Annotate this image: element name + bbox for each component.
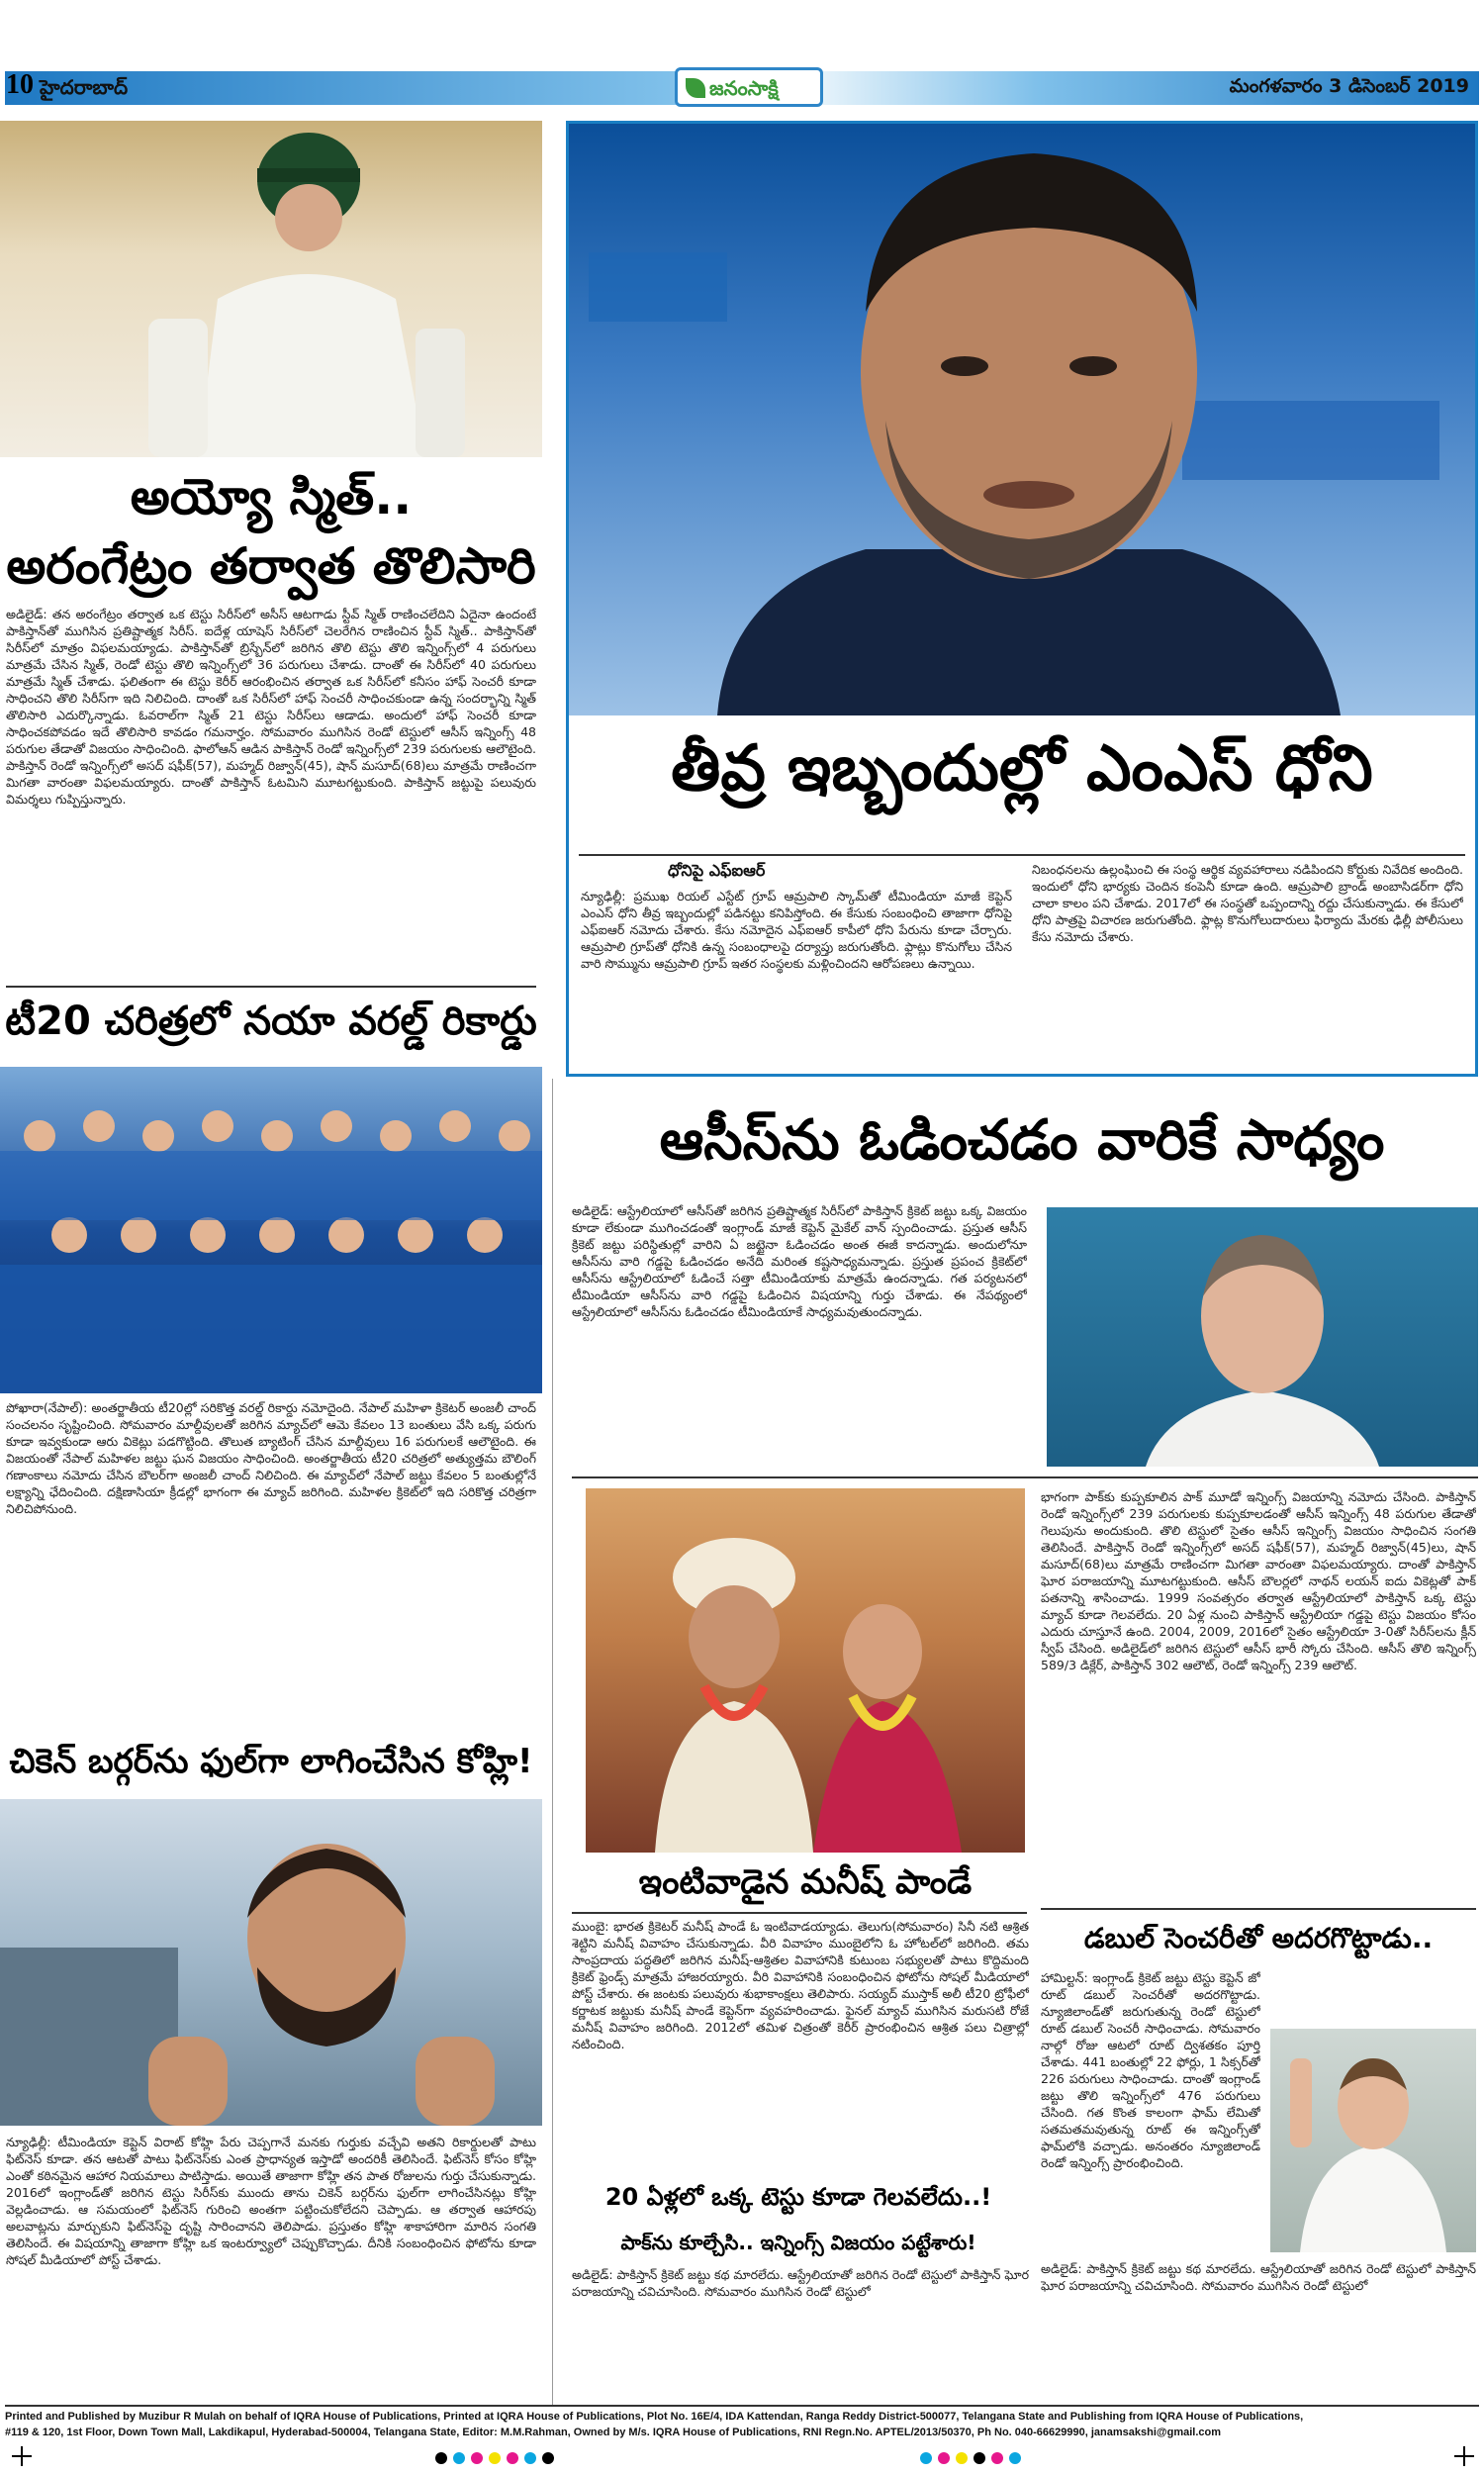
pak-side-body: భాగంగా పాక్‌కు కుప్పకూలిన పాక్ మూడో ఇన్నింగ్స్ విజయాన్ని నమోదు చేసింది. పాకిస్తాన్ రెండో ఇన్నింగ్స్‌లో 239 పరుగులకు కుప్పకూలడంతో ఆసీస్ ఇన్నింగ్స్ 48 పరుగుల తేడాతో గెలుపును అందుకుంది. తొలి టెస్టులో సైతం ఆసీస్ ఇన్నింగ్స్ విజయం సాధించిన సంగతి తెలిసిందే. పాకిస్తాన్ రెండో ఇన్నింగ్స్‌లో అసద్ షఫీక్(57), మహ్మద్ రిజ్వాన్(45)లు, షాన్ మసూద్(68)లు మాత్రమే రాణించగా మిగతా వారంతా విఫలమయ్యారు. దాంతో పాకిస్తాన్ ఘోర పరాజయాన్ని మూటగట్టుకుంది. ఆసీస్ బౌలర్లలో నాథన్ లయన్ ఐదు వికెట్లతో పాక్ పతనాన్ని శాసించాడు. 1999 సంవత్సరం తర్వాత ఆస్ట్రేలియాలో పాకిస్తాన్ ఒక్క టెస్టు మ్యాచ్ కూడా గెలవలేదు. 20 ఏళ్ల నుంచి పాకిస్తాన్ ఆస్ట్రేలియా గడ్డపై టెస్టు విజయం కోసం ఎదురు చూస్తూనే ఉంది. 2004, 2009, 2016లో సైతం ఆస్ట్రేలియా 3-0తో సిరీస్‌లను క్లీన్ స్వీప్ చేసింది. అడిలైడ్‌లో జరిగిన టెస్టులో ఆసీస్ భారీ స్కోరు చేసింది. ఆసీస్ తొలి ఇన్నింగ్స్ 589/3 డిక్లేర్, పాకిస్తాన్ 302 ఆలౌట్, రెండో ఇన్నింగ్స్ 239 ఆలౌట్.	[1041, 1489, 1476, 1672]
dhoni-photo	[569, 124, 1475, 715]
pak-subhead: పాక్‌ను కూల్చేసి.. ఇన్నింగ్స్ విజయం పట్టేశారు!	[620, 2231, 976, 2254]
root-body: హామిల్టన్: ఇంగ్లాండ్ క్రికెట్ జట్టు టెస్టు కెప్టెన్ జో రూట్ డబుల్ సెంచరీతో అదరగొట్టాడు. న్యూజిలాండ్‌తో జరుగుతున్న రెండో టెస్టులో రూట్ డబుల్ సెంచరీ సాధించాడు. సోమవారం నాల్గో రోజు ఆటలో రూట్ ద్విశతకం పూర్తి చేశాడు. 441 బంతుల్లో 22 ఫోర్లు, 1 సిక్సర్‌తో 226 పరుగులు సాధించాడు. దాంతో ఇంగ్లాండ్ జట్టు తొలి ఇన్నింగ్స్‌లో 476 పరుగులు చేసింది. గత కొంత కాలంగా ఫామ్ లేమితో సతమతమవుతున్న రూట్ ఈ ఇన్నింగ్స్‌తో ఫామ్‌లోకి వచ్చాడు. అనంతరం న్యూజిలాండ్ రెండో ఇన్నింగ్స్ ప్రారంభించింది.	[1041, 1970, 1260, 2170]
divider	[572, 1912, 1027, 1914]
vaughan-photo	[1047, 1207, 1478, 1467]
dhoni-body-left: న్యూఢిల్లీ: ప్రముఖ రియల్ ఎస్టేట్ గ్రూప్ ఆమ్రపాలి స్కామ్‌తో టీమిండియా మాజీ కెప్టెన్ ఎంఎస్ ధోని తీవ్ర ఇబ్బందుల్లో పడినట్టు కనిపిస్తోంది. ఈ కేసుకు సంబంధించి తాజాగా ధోనిపై ఎఫ్ఐఆర్ నమోదు చేశారు. కేసు నమోదైన ఎఫ్ఐఆర్ కాపీలో ధోని పేరును కూడా చేర్చారు. ఆమ్రపాలి గ్రూప్‌తో ధోనికి ఉన్న సంబంధాలపై దర్యాప్తు జరుగుతోంది. ఫ్లాట్లు కొనుగోలు చేసిన వారి సొమ్మును ఆమ్రపాలి గ్రూప్ ఇతర సంస్థలకు మళ్లించిందని ఆరోపణలు ఉన్నాయి.	[581, 889, 1012, 971]
root-headline: డబుల్ సెంచరీతో అదరగొట్టాడు..	[1083, 1922, 1434, 1954]
masthead	[0, 59, 1484, 111]
divider	[1041, 1908, 1476, 1910]
dhoni-body-right: నిబంధనలను ఉల్లంఘించి ఈ సంస్థ ఆర్థిక వ్యవహారాలు నడిపిందని కోర్టుకు నివేదిక అందింది. ఇందులో ధోని భార్యకు చెందిన కంపెనీ కూడా ఉంది. ఆమ్రపాలి బ్రాండ్ అంబాసిడర్‌గా ధోని చాలా కాలం పని చేశాడు. 2017లో ఈ సంస్థతో ఒప్పందాన్ని రద్దు చేసుకున్నాడు. ఈ కేసులో ధోని పాత్రపై విచారణ జరుగుతోంది. ఫ్లాట్ల కొనుగోలుదారులు ఫిర్యాదు మేరకు ఢిల్లీ పోలీసులు కేసు నమోదు చేశారు.	[1032, 862, 1463, 944]
city-name: హైదరాబాద్	[40, 75, 129, 99]
paper-name: జనంసాక్షి	[709, 76, 779, 100]
cricketer-illustration	[0, 121, 542, 457]
paper-logo	[675, 67, 823, 107]
imprint-line-1: Printed and Published by Muzibur R Mulah on behalf of IQRA House of Publications, Printed at IQRA House of Publications, Plot No. 16E/4, IDA Kattendan, Ranga Reddy District-500077, Telangana State and Publishing from IQRA House of Publications,	[5, 2411, 1304, 2423]
dhoni-headline: తీవ్ర ఇబ్బందుల్లో ఎంఎస్ ధోని	[671, 732, 1373, 806]
kohli-photo	[0, 1799, 542, 2126]
team-illustration	[0, 1067, 542, 1393]
crosshair-icon	[12, 2446, 32, 2466]
divider	[572, 1476, 1478, 1478]
dhoni-box	[566, 121, 1478, 1077]
kohli-headline: చికెన్ బర్గర్‌ను ఫుల్‌గా లాగించేసిన కోహ్లి!	[9, 1742, 533, 1781]
footer-rule	[5, 2405, 1479, 2407]
t20-body: పోఖారా(నేపాల్): అంతర్జాతీయ టీ20ల్లో సరికొత్త వరల్డ్ రికార్డు నమోదైంది. నేపాల్ మహిళా క్రికెటర్ అంజలీ చాంద్ సంచలనం సృష్టించింది. సోమవారం మాల్దీవులతో జరిగిన మ్యాచ్‌లో ఆమె కేవలం 13 బంతులు వేసి ఒక్క పరుగు కూడా ఇవ్వకుండా ఆరు వికెట్లు పడగొట్టింది. తొలుత బ్యాటింగ్ చేసిన మాల్దీవులు 16 పరుగులకే ఆలౌటైంది. ఈ విజయంతో నేపాల్ మహిళల జట్టు ఘన విజయం సాధించింది. అంతర్జాతీయ టీ20 చరిత్రలో అత్యుత్తమ బౌలింగ్ గణాంకాలు నమోదు చేసిన బౌలర్‌గా అంజలీ చాంద్ నిలిచింది. ఈ మ్యాచ్‌లో నేపాల్ జట్టు కేవలం 5 బంతుల్లోనే లక్ష్యాన్ని ఛేదించింది. దక్షిణాసియా క్రీడల్లో భాగంగా ఈ మ్యాచ్ జరిగింది. మహిళల క్రికెట్‌లో ఇది సరికొత్త చరిత్రగా నిలిచిపోనుంది.	[6, 1400, 536, 1516]
vaughan-illustration	[1047, 1207, 1478, 1467]
wedding-illustration	[586, 1488, 1025, 1853]
leaf-icon	[686, 78, 705, 98]
divider	[6, 986, 536, 988]
smith-body: అడిలైడ్: తన అరంగేట్రం తర్వాత ఒక టెస్టు సిరీస్‌లో అసీస్ ఆటగాడు స్టీవ్ స్మిత్ రాణించలేదిని ఏదైనా ఉందంటే పాకిస్తాన్‌తో ముగిసిన ప్రతిష్టాత్మక సిరీస్. ఐదేళ్ల యాషెస్ సిరీస్‌లో చెలరేగిన రాణించిన స్టీవ్ స్మిత్.. పాకిస్తాన్‌తో సిరీస్‌లో మాత్రం విఫలమయ్యాడు. పాకిస్తాన్‌తో బ్రిస్బేన్‌లో జరిగిన తొలి టెస్టు తొలి ఇన్నింగ్స్‌లో 4 పరుగులు మాత్రమే చేసిన స్మిత్, రెండో టెస్టు తొలి ఇన్నింగ్స్‌లో 36 పరుగులు చేశాడు. దాంతో ఈ సిరీస్‌లో 40 పరుగులు మాత్రమే స్మిత్ చేశాడు. ఫలితంగా ఈ టెస్టు కెరీర్ ఆరంభించిన తర్వాత ఒక సిరీస్‌లో కనీసం హాఫ్ సెంచరీ కూడా సాధించని తొలి సిరీస్‌గా ఇది నిలిచింది. దాంతో ఒక సిరీస్‌లో హాఫ్ సెంచరీ సాధించకుండా ఉన్న సందర్భాన్ని స్మిత్ తొలిసారి ఎదుర్కొన్నాడు. ఓవరాల్‌గా స్మిత్ 21 టెస్టు సిరీస్‌లు ఆడాడు. అందులో హాఫ్ సెంచరీ కూడా సాధించకపోవడం ఇదే తొలిసారి కావడం గమనార్హం. సోమవారం ముగిసిన రెండో టెస్టులో ఆసీస్ ఇన్నింగ్స్ 48 పరుగుల తేడాతో విజయం సాధించింది. ఫాలోఆన్ ఆడిన పాకిస్తాన్ రెండో ఇన్నింగ్స్‌లో 239 పరుగులకు ఆలౌటైంది. పాకిస్తాన్ రెండో ఇన్నింగ్స్‌లో అసద్ షఫీక్(57), మహ్మద్ రిజ్వాన్(45), షాన్ మసూద్(68)లు మాత్రమే రాణించగా మిగతా వారంతా విఫలమయ్యారు. దాంతో పాకిస్తాన్ ఓటమిని మూటగట్టుకుంది. పాకిస్తాన్ జట్టుపై పలువురు విమర్శలు గుప్పిస్తున్నారు.	[6, 607, 536, 807]
manish-body: ముంబై: భారత క్రికెటర్ మనీష్ పాండే ఓ ఇంటివాడయ్యాడు. తెలుగు(సోమవారం) సినీ నటి ఆశ్రిత శెట్టిని మనీష్ వివాహం చేసుకున్నాడు. వీరి వివాహం ముంబైలోని ఓ హోటల్‌లో జరిగింది. తమ సాంప్రదాయ పద్ధతిలో జరిగిన మనీష్-ఆశ్రితల వివాహానికి కుటుంబ సభ్యులతో పాటు కొద్దిమంది క్రికెట్ ఫ్రెండ్స్ మాత్రమే హాజరయ్యారు. వీరి వివాహానికి సంబంధించిన ఫోటోను సోషల్ మీడియాలో పోస్ట్ చేశారు. ఈ జంటకు పలువురు శుభాకాంక్షలు తెలిపారు. సయ్యద్ ముస్తాక్ అలీ టీ20 ట్రోఫీలో కర్ణాటక జట్టుకు మనీష్ పాండే కెప్టెన్‌గా వ్యవహరించాడు. ఫైనల్ మ్యాచ్ ముగిసిన మరుసటి రోజే మనీష్ వివాహం జరిగింది. 2012లో తమిళ చిత్రంతో కెరీర్ ప్రారంభించిన ఆశ్రిత పలు చిత్రాల్లో నటించింది.	[572, 1919, 1029, 2051]
vaughan-body: అడిలైడ్: ఆస్ట్రేలియాలో ఆసీస్‌తో జరిగిన ప్రతిష్టాత్మక సిరీస్‌లో పాకిస్తాన్ క్రికెట్ జట్టు ఒక్క విజయం కూడా లేకుండా ముగించడంతో ఇంగ్లాండ్ మాజీ కెప్టెన్ మైకేల్ వాన్ స్పందించాడు. ప్రస్తుత ఆసీస్ క్రికెట్ జట్టు పరిస్థితుల్లో వారిని ఏ జట్టైనా ఓడించడం అంత ఈజీ కాదన్నాడు. అందులోనూ ఆసీస్‌ను వారి గడ్డపై ఓడించడం అనేది మరింత కష్టసాధ్యమన్నాడు. ప్రస్తుత ప్రపంచ క్రికెట్‌లో ఆసీస్‌ను ఆస్ట్రేలియాలో ఓడించే సత్తా టీమిండియాకు మాత్రమే ఉందన్నాడు. గత పర్యటనలో టీమిండియా ఆసీస్‌ను వారి గడ్డపై ఓడించిన విషయాన్ని గుర్తు చేశాడు. ఈ నేపథ్యంలో ఆస్ట్రేలియాలో ఆసీస్‌ను ఓడించడం టీమిండియాకే సాధ్యమవుతుందన్నాడు.	[572, 1203, 1027, 1319]
kohli-illustration	[0, 1799, 542, 2126]
dhoni-subhead: ధోనిపై ఎఫ్ఐఆర్	[668, 861, 766, 880]
pak-body: అడిలైడ్: పాకిస్తాన్ క్రికెట్ జట్టు కథ మారలేదు. ఆస్ట్రేలియాతో జరిగిన రెండో టెస్టులో పాకిస్తాన్ ఘోర పరాజయాన్ని చవిచూసింది. సోమవారం ముగిసిన రెండో టెస్టులో	[572, 2267, 1029, 2299]
issue-date: మంగళవారం 3 డిసెంబర్ 2019	[1229, 75, 1469, 97]
wedding-photo	[586, 1488, 1025, 1853]
root-photo	[1270, 2029, 1476, 2252]
dhoni-illustration	[569, 124, 1475, 715]
root-body-bottom: అడిలైడ్: పాకిస్తాన్ క్రికెట్ జట్టు కథ మారలేదు. ఆస్ట్రేలియాతో జరిగిన రెండో టెస్టులో పాకిస్తాన్ ఘోర పరాజయాన్ని చవిచూసింది. సోమవారం ముగిసిన రెండో టెస్టులో	[1041, 2261, 1476, 2293]
root-illustration	[1270, 2029, 1476, 2252]
column-divider	[552, 1079, 553, 2405]
vaughan-headline: ఆసీస్‌ను ఓడించడం వారికే సాధ్యం	[659, 1108, 1385, 1173]
page-number: 10	[6, 69, 34, 100]
divider	[579, 854, 1465, 856]
pak-headline: 20 ఏళ్లలో ఒక్క టెస్టు కూడా గెలవలేదు..!	[604, 2183, 992, 2211]
smith-headline-2: అరంగేట్రం తర్వాత తొలిసారి	[6, 537, 536, 595]
team-photo	[0, 1067, 542, 1393]
t20-headline: టీ20 చరిత్రలో నయా వరల్డ్ రికార్డు	[5, 999, 537, 1044]
smith-photo	[0, 121, 542, 457]
imprint-line-2: #119 & 120, 1st Floor, Down Town Mall, Lakdikapul, Hyderabad-500004, Telangana State, Editor: M.M.Rahman, Owned by M/s. IQRA House of Publications, RNI Regn.No. APTEL/2013/50370, Ph No. 040-66629990, janamsakshi@gmail.com	[5, 2427, 1222, 2438]
crosshair-icon	[1454, 2446, 1474, 2466]
manish-caption: ఇంటివాడైన మనీష్ పాండే	[638, 1862, 973, 1902]
smith-headline-1: అయ్యో స్మిత్..	[130, 468, 413, 525]
kohli-body: న్యూఢిల్లీ: టీమిండియా కెప్టెన్ విరాట్ కోహ్లి పేరు చెప్పగానే మనకు గుర్తుకు వచ్చేవి అతని రికార్డులతో పాటు ఫిట్‌నెస్ కూడా. తన ఆటతో పాటు ఫిట్‌నెస్‌కు ఎంత ప్రాధాన్యత ఇస్తాడో అందరికీ తెలిసిందే. ఫిట్‌నెస్ కోసం కోహ్లి ఎంతో కఠినమైన ఆహార నియమాలు పాటిస్తాడు. అయితే తాజాగా కోహ్లి తన పాత రోజులను గుర్తు చేసుకున్నాడు. 2016లో ఇంగ్లాండ్‌తో జరిగిన టెస్టు సిరీస్‌కు ముందు తాను చికెన్ బర్గర్‌ను ఫుల్‌గా లాగించేసినట్లు కోహ్లి వెల్లడించాడు. ఆ సమయంలో ఫిట్‌నెస్ గురించి అంతగా పట్టించుకోలేదని చెప్పాడు. ఆ తర్వాత ఆహారపు అలవాట్లను మార్చుకుని ఫిట్‌నెస్‌పై దృష్టి సారించానని తెలిపాడు. ప్రస్తుతం కోహ్లి శాకాహారిగా మారిన సంగతి తెలిసిందే. ఈ విషయాన్ని తాజాగా కోహ్లి ఒక ఇంటర్వ్యూలో చెప్పుకొచ్చాడు. దీనికి సంబంధించిన ఫోటోను కూడా సోషల్ మీడియాలో పోస్ట్ చేశాడు.	[6, 2135, 536, 2267]
